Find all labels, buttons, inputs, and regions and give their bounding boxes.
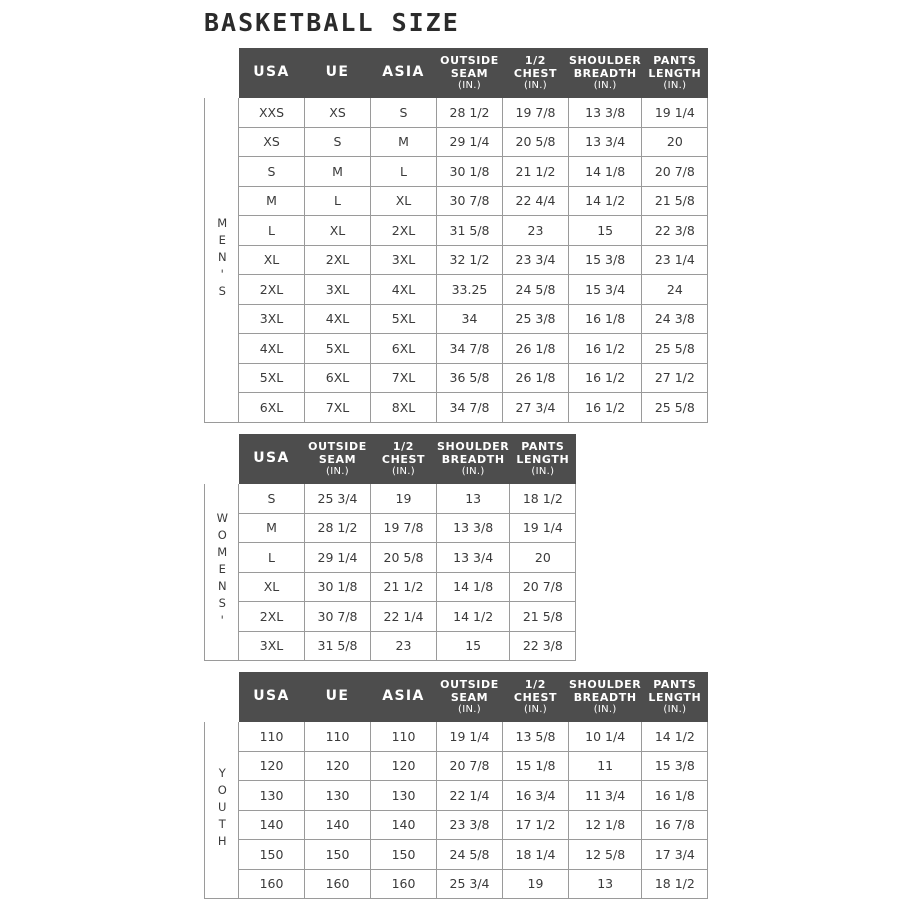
cell: 130 (239, 781, 305, 811)
col-header-pants-length (642, 49, 708, 98)
cell: S (239, 484, 305, 514)
table-row (205, 127, 708, 157)
cell: 15 (569, 216, 642, 246)
col-header-pants-length-unit: (IN.) (663, 80, 687, 92)
cell: XL (305, 216, 371, 246)
mens-table-head (205, 49, 708, 98)
cell: 23 (371, 631, 437, 661)
cell: 16 3/4 (503, 781, 569, 811)
cell: 3XL (239, 631, 305, 661)
cell: 12 5/8 (569, 840, 642, 870)
cell: L (239, 216, 305, 246)
cell: 13 3/8 (569, 98, 642, 128)
cell: XXS (239, 98, 305, 128)
col-header-shoulder-breadth-label: SHOULDER BREADTH (437, 439, 510, 466)
cell: 120 (239, 751, 305, 781)
cell: 14 1/2 (437, 602, 510, 632)
cell: 16 1/2 (569, 363, 642, 393)
cell: 150 (305, 840, 371, 870)
cell: 13 3/8 (437, 513, 510, 543)
cell: 19 1/4 (437, 722, 503, 752)
cell: 30 1/8 (437, 157, 503, 187)
col-header-outside-seam (437, 49, 503, 98)
cell: 20 5/8 (503, 127, 569, 157)
table-header-row (205, 673, 708, 722)
cell: 18 1/2 (510, 484, 576, 514)
cell: 32 1/2 (437, 245, 503, 275)
cell: 16 1/8 (569, 304, 642, 334)
cell: 3XL (371, 245, 437, 275)
cell: 16 1/2 (569, 334, 642, 364)
col-header-half-chest-label: 1/2 CHEST (381, 439, 426, 466)
cell: 21 5/8 (642, 186, 708, 216)
cell: 15 3/4 (569, 275, 642, 305)
cell: 14 1/8 (569, 157, 642, 187)
cell: 23 3/4 (503, 245, 569, 275)
cell: 2XL (239, 602, 305, 632)
cell: 13 (569, 869, 642, 899)
table-row (205, 631, 576, 661)
col-header-outside-seam-label: OUTSIDE SEAM (440, 53, 499, 80)
table-header-row (205, 435, 576, 484)
cell: 22 3/8 (510, 631, 576, 661)
youth-size-table-block (204, 672, 708, 899)
cell: L (239, 543, 305, 573)
cell: 24 5/8 (437, 840, 503, 870)
youth-size-table (204, 672, 708, 899)
col-header-shoulder-breadth-label: SHOULDER BREADTH (569, 53, 642, 80)
col-header-pants-length-label: PANTS LENGTH (648, 677, 702, 704)
cell: 19 1/4 (510, 513, 576, 543)
row-group-label-text: MEN'S (215, 215, 230, 301)
cell: 23 1/4 (642, 245, 708, 275)
cell: 23 (503, 216, 569, 246)
table-row (205, 216, 708, 246)
col-header-usa: USA (239, 435, 305, 484)
col-header-shoulder-breadth (437, 435, 510, 484)
cell: 6XL (239, 393, 305, 423)
table-header-row (205, 49, 708, 98)
cell: 4XL (371, 275, 437, 305)
youth-table-head (205, 673, 708, 722)
corner-cell (205, 49, 239, 98)
col-header-outside-seam-unit: (IN.) (326, 466, 349, 478)
womens-table-head (205, 435, 576, 484)
cell: 6XL (305, 363, 371, 393)
cell: 15 3/8 (642, 751, 708, 781)
table-row (205, 810, 708, 840)
cell: 25 3/4 (437, 869, 503, 899)
cell: XL (239, 245, 305, 275)
table-row (205, 275, 708, 305)
cell: 30 1/8 (305, 572, 371, 602)
cell: 11 (569, 751, 642, 781)
col-header-shoulder-breadth (569, 49, 642, 98)
cell: 21 1/2 (371, 572, 437, 602)
col-header-outside-seam-label: OUTSIDE SEAM (308, 439, 367, 466)
col-header-shoulder-breadth-unit: (IN.) (593, 704, 617, 716)
youth-table-body (205, 722, 708, 899)
col-header-pants-length-label: PANTS LENGTH (648, 53, 702, 80)
table-row (205, 245, 708, 275)
cell: M (371, 127, 437, 157)
table-row (205, 543, 576, 573)
table-row (205, 98, 708, 128)
cell: 24 3/8 (642, 304, 708, 334)
cell: 3XL (239, 304, 305, 334)
cell: 26 1/8 (503, 334, 569, 364)
cell: 15 (437, 631, 510, 661)
col-header-asia: ASIA (371, 673, 437, 722)
corner-cell (205, 435, 239, 484)
cell: 34 (437, 304, 503, 334)
cell: L (305, 186, 371, 216)
cell: 160 (239, 869, 305, 899)
cell: S (239, 157, 305, 187)
table-row (205, 781, 708, 811)
col-header-outside-seam (437, 673, 503, 722)
col-header-pants-length (510, 435, 576, 484)
col-header-half-chest-unit: (IN.) (524, 704, 547, 716)
cell: 19 (371, 484, 437, 514)
cell: 36 5/8 (437, 363, 503, 393)
cell: 20 (642, 127, 708, 157)
womens-size-table (204, 434, 576, 661)
cell: 140 (371, 810, 437, 840)
cell: 5XL (305, 334, 371, 364)
cell: L (371, 157, 437, 187)
cell: 25 3/4 (305, 484, 371, 514)
cell: 160 (305, 869, 371, 899)
cell: 13 3/4 (437, 543, 510, 573)
cell: 25 3/8 (503, 304, 569, 334)
cell: 26 1/8 (503, 363, 569, 393)
cell: 14 1/2 (569, 186, 642, 216)
col-header-shoulder-breadth (569, 673, 642, 722)
cell: 20 7/8 (642, 157, 708, 187)
col-header-half-chest-label: 1/2 CHEST (513, 677, 558, 704)
cell: 7XL (305, 393, 371, 423)
cell: 150 (371, 840, 437, 870)
col-header-outside-seam-label: OUTSIDE SEAM (440, 677, 499, 704)
cell: 2XL (305, 245, 371, 275)
cell: 24 5/8 (503, 275, 569, 305)
cell: 25 5/8 (642, 334, 708, 364)
cell: 16 1/8 (642, 781, 708, 811)
row-group-label-mens (205, 98, 239, 423)
cell: 16 7/8 (642, 810, 708, 840)
row-group-label-youth (205, 722, 239, 899)
table-row (205, 157, 708, 187)
cell: S (371, 98, 437, 128)
cell: 14 1/8 (437, 572, 510, 602)
cell: 3XL (305, 275, 371, 305)
col-header-half-chest (503, 673, 569, 722)
cell: 120 (371, 751, 437, 781)
table-row (205, 393, 708, 423)
cell: 5XL (239, 363, 305, 393)
col-header-half-chest-unit: (IN.) (524, 80, 547, 92)
cell: XL (371, 186, 437, 216)
cell: 140 (305, 810, 371, 840)
cell: 28 1/2 (305, 513, 371, 543)
cell: 7XL (371, 363, 437, 393)
table-row (205, 304, 708, 334)
cell: 30 7/8 (305, 602, 371, 632)
cell: 17 3/4 (642, 840, 708, 870)
cell: 20 7/8 (437, 751, 503, 781)
cell: 30 7/8 (437, 186, 503, 216)
cell: 6XL (371, 334, 437, 364)
col-header-pants-length-unit: (IN.) (663, 704, 687, 716)
page-title: BASKETBALL SIZE (204, 8, 460, 37)
cell: 20 7/8 (510, 572, 576, 602)
cell: XL (239, 572, 305, 602)
cell: 20 5/8 (371, 543, 437, 573)
cell: 22 3/8 (642, 216, 708, 246)
cell: 15 3/8 (569, 245, 642, 275)
cell: 25 5/8 (642, 393, 708, 423)
cell: 110 (239, 722, 305, 752)
col-header-ue: UE (305, 49, 371, 98)
col-header-shoulder-breadth-label: SHOULDER BREADTH (569, 677, 642, 704)
cell: 13 5/8 (503, 722, 569, 752)
cell: 150 (239, 840, 305, 870)
womens-size-table-block (204, 434, 576, 661)
cell: 31 5/8 (305, 631, 371, 661)
cell: 17 1/2 (503, 810, 569, 840)
cell: 34 7/8 (437, 334, 503, 364)
cell: M (239, 186, 305, 216)
cell: XS (305, 98, 371, 128)
table-row (205, 869, 708, 899)
cell: 21 5/8 (510, 602, 576, 632)
col-header-asia: ASIA (371, 49, 437, 98)
cell: 13 3/4 (569, 127, 642, 157)
cell: 33.25 (437, 275, 503, 305)
col-header-ue: UE (305, 673, 371, 722)
cell: 18 1/2 (642, 869, 708, 899)
cell: 27 1/2 (642, 363, 708, 393)
table-row (205, 484, 576, 514)
col-header-outside-seam-unit: (IN.) (458, 80, 481, 92)
col-header-pants-length-label: PANTS LENGTH (516, 439, 570, 466)
cell: 24 (642, 275, 708, 305)
col-header-half-chest-unit: (IN.) (392, 466, 415, 478)
row-group-label-text: YOUTH (215, 766, 230, 851)
mens-table-body (205, 98, 708, 423)
cell: 8XL (371, 393, 437, 423)
cell: 160 (371, 869, 437, 899)
col-header-shoulder-breadth-unit: (IN.) (461, 466, 485, 478)
col-header-shoulder-breadth-unit: (IN.) (593, 80, 617, 92)
row-group-label-text: WOMENS' (215, 511, 230, 630)
cell: 110 (305, 722, 371, 752)
cell: 110 (371, 722, 437, 752)
table-row (205, 572, 576, 602)
col-header-outside-seam-unit: (IN.) (458, 704, 481, 716)
table-row (205, 751, 708, 781)
cell: 140 (239, 810, 305, 840)
table-row (205, 513, 576, 543)
col-header-half-chest-label: 1/2 CHEST (513, 53, 558, 80)
mens-size-table (204, 48, 708, 423)
cell: 29 1/4 (305, 543, 371, 573)
cell: 120 (305, 751, 371, 781)
womens-table-body (205, 484, 576, 661)
cell: 13 (437, 484, 510, 514)
mens-size-table-block (204, 48, 708, 423)
cell: 15 1/8 (503, 751, 569, 781)
cell: 10 1/4 (569, 722, 642, 752)
cell: 28 1/2 (437, 98, 503, 128)
cell: 130 (305, 781, 371, 811)
cell: M (305, 157, 371, 187)
col-header-half-chest (503, 49, 569, 98)
cell: 16 1/2 (569, 393, 642, 423)
cell: 31 5/8 (437, 216, 503, 246)
cell: 4XL (305, 304, 371, 334)
cell: M (239, 513, 305, 543)
cell: 21 1/2 (503, 157, 569, 187)
cell: 2XL (371, 216, 437, 246)
col-header-outside-seam (305, 435, 371, 484)
cell: 29 1/4 (437, 127, 503, 157)
cell: 27 3/4 (503, 393, 569, 423)
cell: 23 3/8 (437, 810, 503, 840)
cell: 19 (503, 869, 569, 899)
table-row (205, 602, 576, 632)
cell: S (305, 127, 371, 157)
cell: 2XL (239, 275, 305, 305)
cell: 14 1/2 (642, 722, 708, 752)
col-header-usa: USA (239, 673, 305, 722)
col-header-pants-length-unit: (IN.) (531, 466, 555, 478)
cell: 130 (371, 781, 437, 811)
table-row (205, 722, 708, 752)
cell: 4XL (239, 334, 305, 364)
cell: 18 1/4 (503, 840, 569, 870)
cell: XS (239, 127, 305, 157)
table-row (205, 363, 708, 393)
table-row (205, 334, 708, 364)
cell: 34 7/8 (437, 393, 503, 423)
cell: 5XL (371, 304, 437, 334)
cell: 12 1/8 (569, 810, 642, 840)
cell: 11 3/4 (569, 781, 642, 811)
table-row (205, 840, 708, 870)
table-row (205, 186, 708, 216)
col-header-pants-length (642, 673, 708, 722)
col-header-half-chest (371, 435, 437, 484)
cell: 19 7/8 (371, 513, 437, 543)
cell: 19 1/4 (642, 98, 708, 128)
cell: 22 1/4 (437, 781, 503, 811)
row-group-label-womens (205, 484, 239, 661)
corner-cell (205, 673, 239, 722)
col-header-usa: USA (239, 49, 305, 98)
cell: 20 (510, 543, 576, 573)
cell: 19 7/8 (503, 98, 569, 128)
cell: 22 4/4 (503, 186, 569, 216)
cell: 22 1/4 (371, 602, 437, 632)
